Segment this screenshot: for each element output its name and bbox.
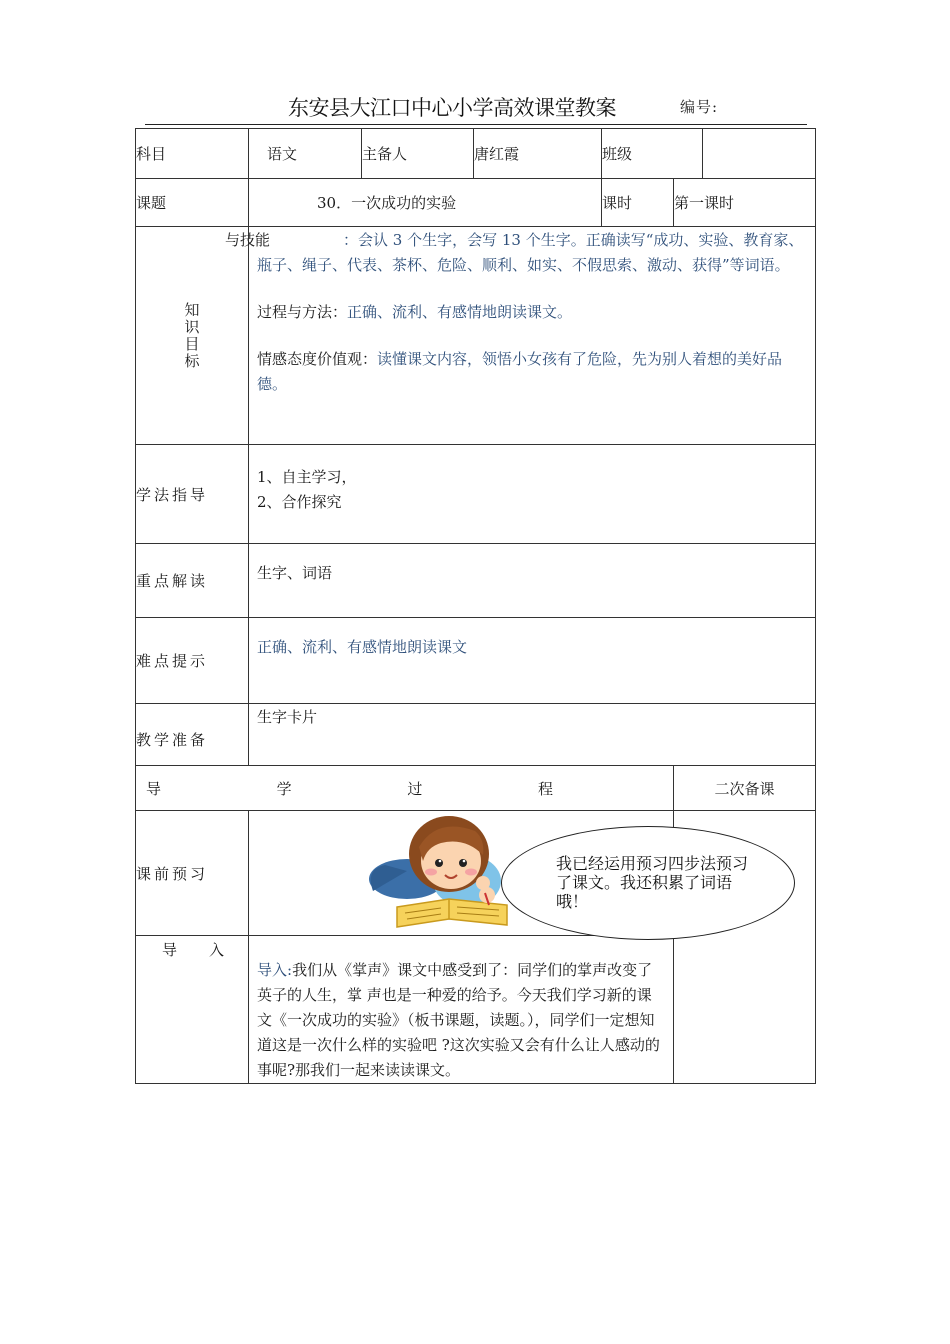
preparer-value: 唐红霞 xyxy=(474,129,602,179)
row-topic xyxy=(136,179,816,227)
intro-content xyxy=(249,936,674,1084)
row-goals xyxy=(136,227,816,445)
period-value: 第一课时 xyxy=(674,179,816,227)
process-goal-prefix: 过程与方法： xyxy=(257,303,348,321)
row-preparation xyxy=(136,704,816,766)
period-label: 课时 xyxy=(602,179,674,227)
child-reading-illustration xyxy=(367,809,515,935)
topic-label: 课题 xyxy=(136,179,249,227)
class-value xyxy=(703,129,816,179)
speech-bubble-text: 我已经运用预习四步法预习了课文。我还积累了词语哦！ xyxy=(556,854,749,911)
intro-label xyxy=(136,939,248,960)
method-line-1: 1、自主学习， xyxy=(257,468,357,486)
process-header xyxy=(136,766,674,811)
intro-prefix: 导入: xyxy=(257,961,293,979)
document-title: 东安县大江口中心小学高效课堂教案 xyxy=(288,96,616,120)
process-char-2: 学 xyxy=(276,779,292,798)
process-char-4: 程 xyxy=(537,779,553,798)
difficulty-content: 正确、流利、有感情地朗读课文 xyxy=(249,618,816,704)
knowledge-prefix: 与技能 xyxy=(225,231,271,249)
difficulty-label: 难点提示 xyxy=(136,618,249,704)
knowledge-goal: ：会认 3 个生字，会写 13 个生字。正确读写“成功、实验、教育家、瓶子、绳子、代表、茶杯、危险、顺利、如实、不假思索、激动、获得”等词语。 xyxy=(257,231,804,274)
keypoints-content: 生字、词语 xyxy=(249,544,816,618)
subject-value: 语文 xyxy=(249,129,362,179)
subject-label: 科目 xyxy=(136,129,249,179)
row-preview xyxy=(136,811,816,936)
process-goal xyxy=(257,300,807,325)
intro-label-cell xyxy=(136,936,249,1084)
intro-text: 我们从《掌声》课文中感受到了：同学们的掌声改变了英子的人生，掌 声也是一种爱的给予。今天我们学习新的课文《一次成功的实验》（板书课题，读题。），同学们一定想知道这是一次什么样的实验吧 ?这次实验又会有什么让人感动的事呢?那我们一起来读读课文。 xyxy=(257,961,660,1079)
goals-content xyxy=(225,227,816,445)
emotion-goal-prefix: 情感态度价值观： xyxy=(257,350,378,368)
topic-value: 30．一次成功的实验 xyxy=(249,179,602,227)
emotion-goal xyxy=(257,347,807,397)
goals-label-cell xyxy=(136,227,249,445)
preview-label: 课前预习 xyxy=(136,811,249,936)
emotion-goal-text: 读懂课文内容，领悟小女孩有了危险，先为别人着想的美好品德。 xyxy=(257,350,783,393)
intro-label-char-2: 入 xyxy=(208,941,224,959)
lesson-plan-table xyxy=(135,128,816,1084)
preview-content xyxy=(249,811,749,936)
header-row xyxy=(145,92,807,125)
process-char-1: 导 xyxy=(146,779,162,798)
intro-label-char-1: 导 xyxy=(162,941,178,959)
row-method xyxy=(136,445,816,544)
row-keypoints xyxy=(136,544,816,618)
preparation-label: 教学准备 xyxy=(136,704,249,766)
keypoints-label: 重点解读 xyxy=(136,544,249,618)
speech-bubble xyxy=(501,826,795,940)
intro-paragraph xyxy=(257,958,665,1083)
process-header-chars xyxy=(136,778,673,799)
row-difficulty xyxy=(136,618,816,704)
goals-label: 知识目标 xyxy=(184,300,200,370)
row-subject xyxy=(136,129,816,179)
second-prep-header: 二次备课 xyxy=(674,766,816,811)
process-char-3: 过 xyxy=(407,779,423,798)
preparer-label: 主备人 xyxy=(362,129,474,179)
preparation-content: 生字卡片 xyxy=(249,704,816,766)
serial-number-label: 编号: xyxy=(680,98,719,116)
method-content xyxy=(249,445,816,544)
row-process-header xyxy=(136,766,816,811)
method-label: 学法指导 xyxy=(136,445,249,544)
method-line-2: 2、合作探究 xyxy=(257,493,342,511)
process-goal-text: 正确、流利、有感情地朗读课文。 xyxy=(347,303,573,321)
class-label: 班级 xyxy=(602,129,703,179)
